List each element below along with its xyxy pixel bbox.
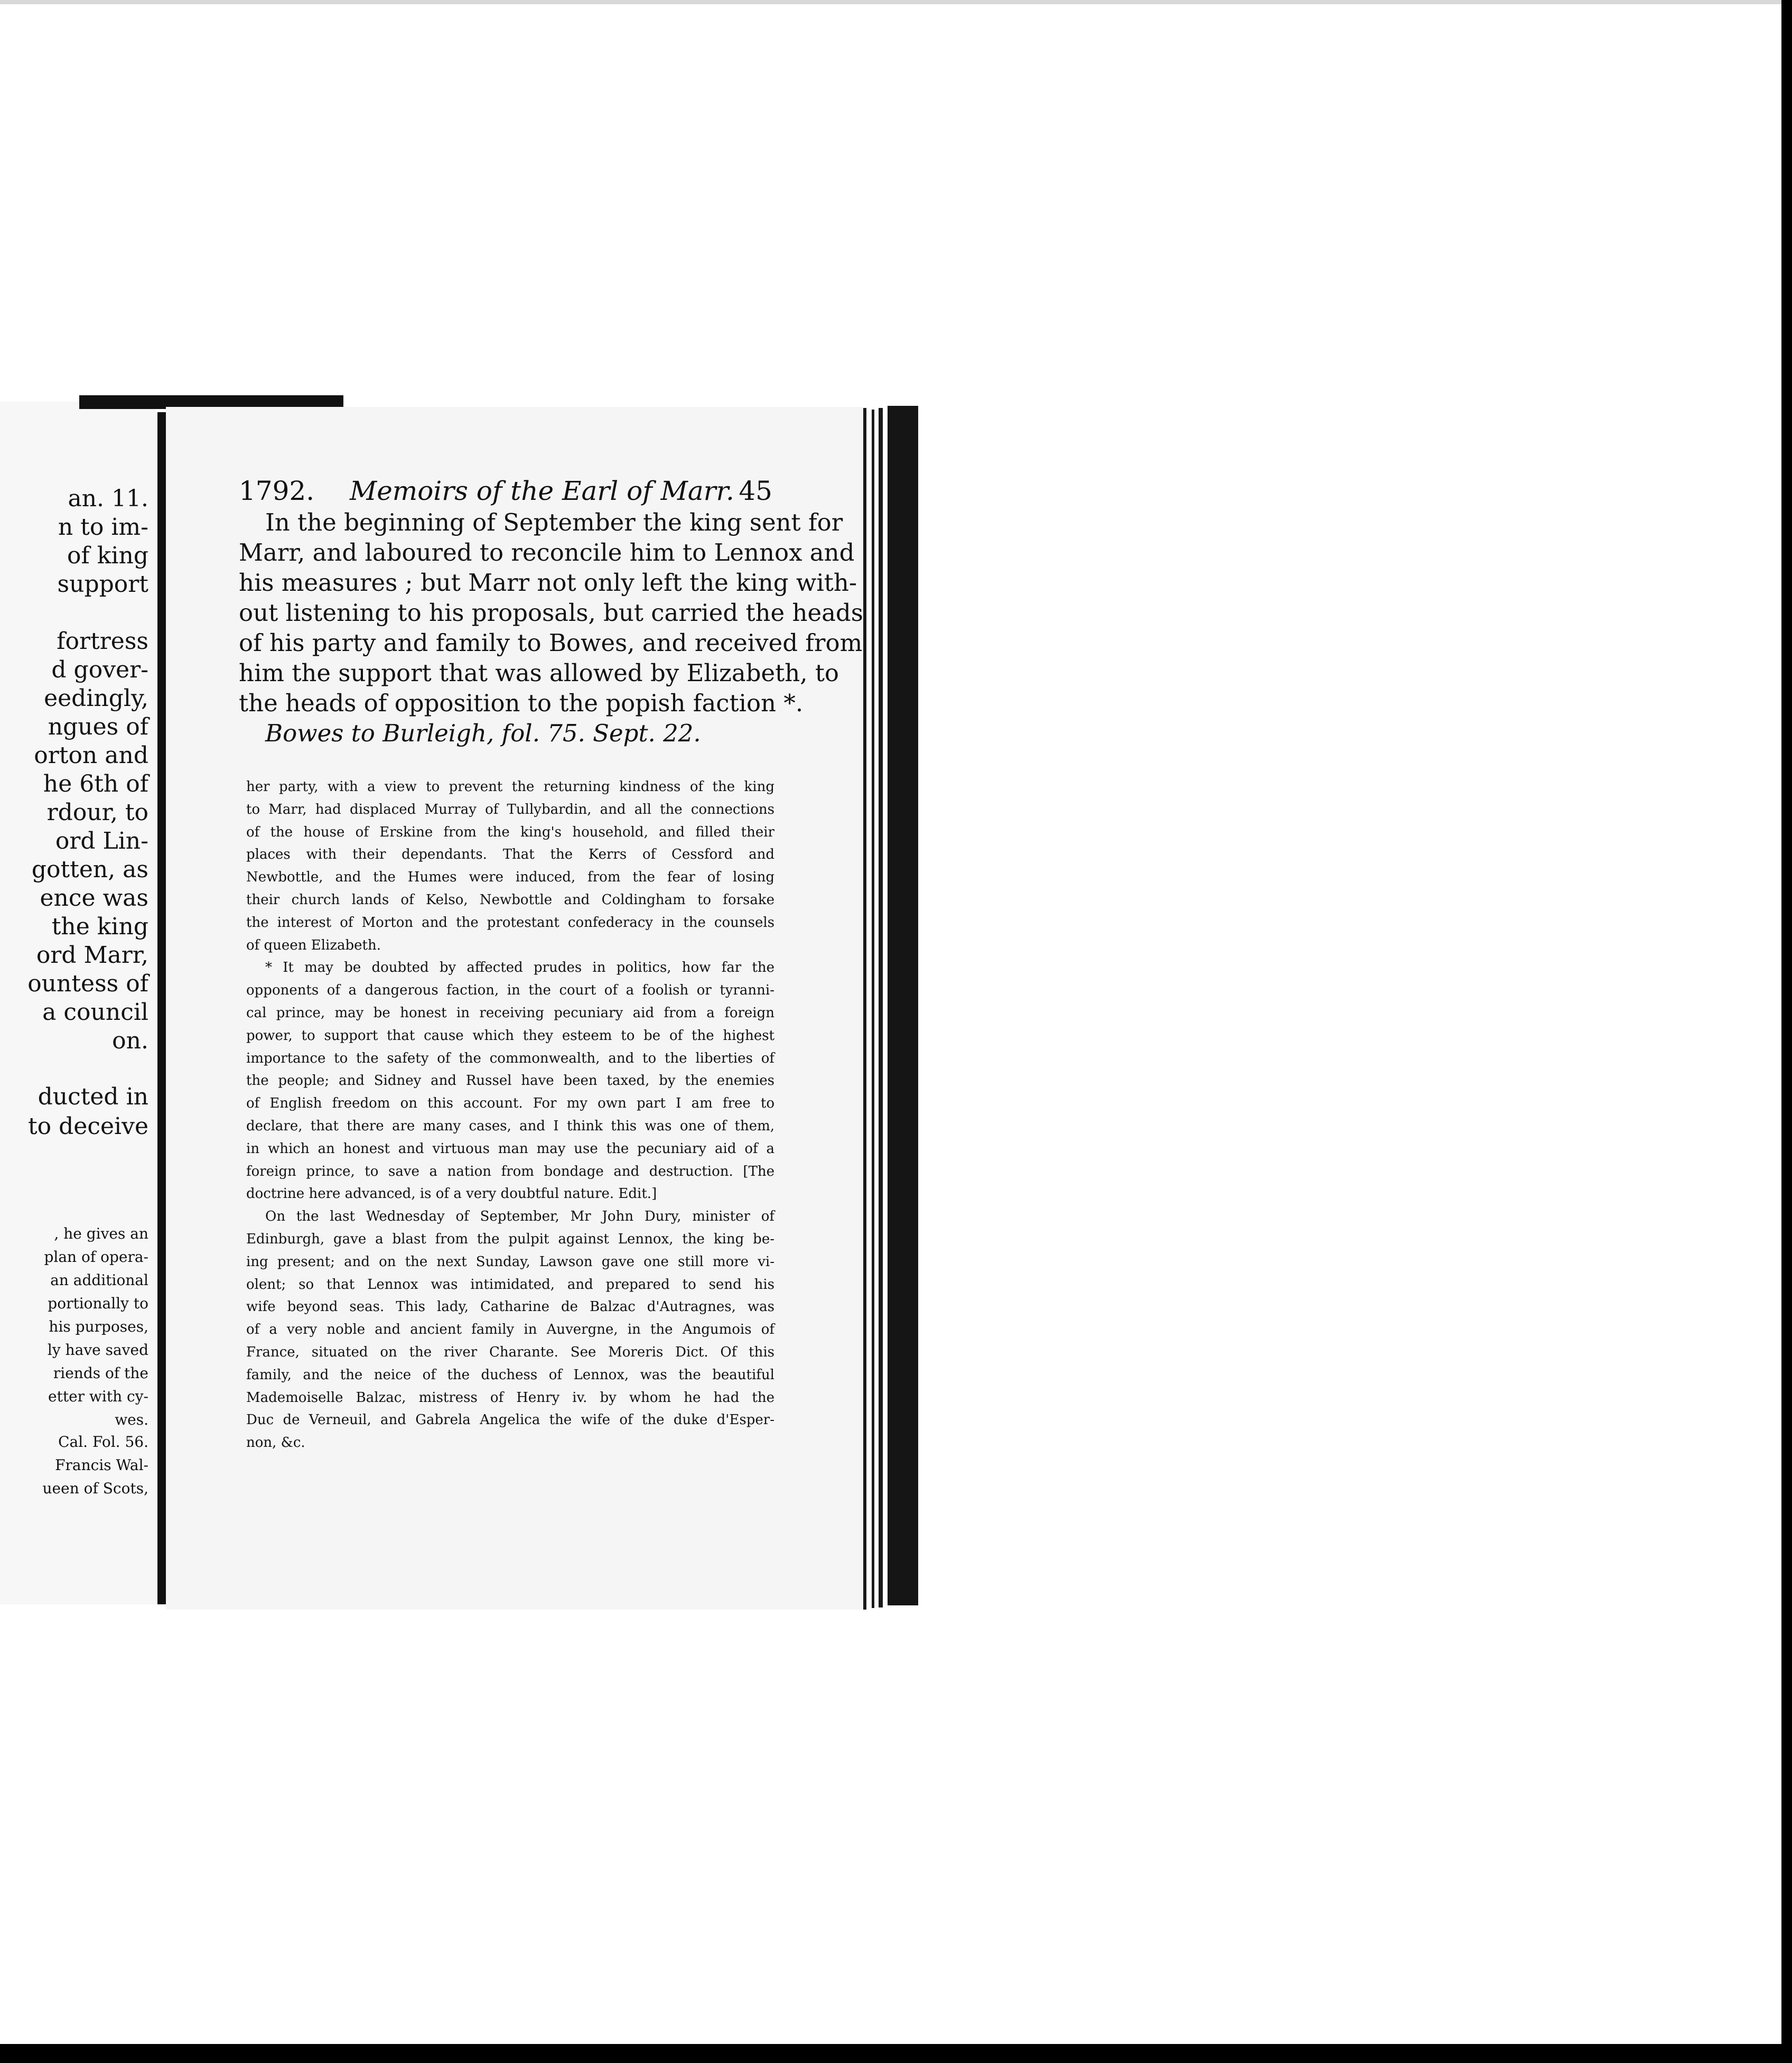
left-page-line: ountess of: [27, 970, 148, 997]
text-line: him the support that was allowed by Elizabeth, to: [239, 659, 839, 687]
left-footnote-line: plan of opera-: [44, 1248, 148, 1266]
left-page-line: on.: [112, 1027, 148, 1054]
footnotes: [246, 776, 774, 1454]
left-page-line: gotten, as: [31, 856, 148, 883]
text-line: out listening to his proposals, but carried the heads: [239, 599, 863, 627]
left-page-line: the king: [51, 913, 148, 940]
footnote-line: Duc de Verneuil, and Gabrela Angelica the wife of the duke d'Esper-: [246, 1412, 774, 1428]
footnote-line: family, and the neice of the duchess of Lennox, was the beautiful: [246, 1367, 774, 1383]
left-page: [0, 402, 156, 1604]
footnote-line: to Marr, had displaced Murray of Tullybardin, and all the connections: [246, 801, 774, 817]
left-footnote-line: his purposes,: [49, 1318, 148, 1335]
source-citation: Bowes to Burleigh, fol. 75. Sept. 22.: [265, 719, 701, 747]
footnote-line: of English freedom on this account. For my own part I am free to: [246, 1095, 774, 1112]
left-footnote-line: Cal. Fol. 56.: [58, 1433, 148, 1451]
left-page-line: orton and: [34, 742, 148, 769]
left-footnote-line: riends of the: [53, 1364, 148, 1382]
footnote-line: of a very noble and ancient family in Auvergne, in the Angumois of: [246, 1322, 774, 1338]
main-text: [239, 507, 863, 748]
left-page-line: ence was: [40, 885, 148, 912]
footnote-line: the people; and Sidney and Russel have been taxed, by the enemies: [246, 1073, 774, 1089]
left-page-line: support: [57, 571, 148, 598]
book-cover-edge: [888, 406, 918, 1605]
footnote-line: of the house of Erskine from the king's household, and filled their: [246, 824, 774, 840]
left-page-line: fortress: [57, 628, 148, 655]
footnote-line: their church lands of Kelso, Newbottle and Coldingham to forsake: [246, 891, 774, 908]
scan-bottom-edge: [0, 2044, 1792, 2063]
footnote-line: declare, that there are many cases, and I think this was one of them,: [246, 1118, 774, 1134]
footnote-line: opponents of a dangerous faction, in the court of a foolish or tyranni-: [246, 982, 774, 999]
left-page-line: he 6th of: [43, 770, 148, 797]
footnote-line: non, &c.: [246, 1435, 305, 1451]
footnote-line: olent; so that Lennox was intimidated, and prepared to send his: [246, 1276, 774, 1293]
footnote-line: foreign prince, to save a nation from bondage and destruction. [The: [246, 1163, 774, 1179]
left-page-line: ord Lin-: [55, 828, 148, 854]
left-footnote-line: an additional: [50, 1271, 148, 1289]
text-line: Marr, and laboured to reconcile him to Lennox and: [239, 538, 855, 566]
text-line: In the beginning of September the king sent for: [265, 508, 843, 536]
running-head-year: 1792.: [239, 476, 315, 506]
left-page-line: ducted in: [38, 1083, 148, 1110]
footnote-line: * It may be doubted by affected prudes in politics, how far the: [265, 960, 774, 976]
page-edge-line: [872, 410, 874, 1608]
left-page-line: ord Marr,: [36, 942, 148, 969]
footnote-line: importance to the safety of the commonwealth, and to the liberties of: [246, 1050, 774, 1066]
footnote-line: ing present; and on the next Sunday, Lawson gave one still more vi-: [246, 1253, 774, 1270]
footnote-line: Edinburgh, gave a blast from the pulpit against Lennox, the king be-: [246, 1231, 774, 1247]
left-footnote-line: portionally to: [48, 1295, 148, 1312]
page-edge-line: [863, 408, 866, 1610]
left-page-line: of king: [67, 542, 148, 569]
footnote-line: cal prince, may be honest in receiving pecuniary aid from a foreign: [246, 1005, 774, 1021]
footnote-line: the interest of Morton and the protestant confederacy in the counsels: [246, 914, 774, 931]
page-edge-line: [879, 408, 883, 1607]
footnote-line: places with their dependants. That the Kerrs of Cessford and: [246, 847, 774, 863]
footnote-line: Mademoiselle Balzac, mistress of Henry iv. by whom he had the: [246, 1389, 774, 1406]
footnote-line: France, situated on the river Charante. See Moreris Dict. Of this: [246, 1344, 774, 1360]
footnote-line: wife beyond seas. This lady, Catharine de Balzac d'Autragnes, was: [246, 1299, 774, 1315]
left-page-line: rdour, to: [46, 799, 148, 826]
text-line: of his party and family to Bowes, and received from: [239, 629, 863, 657]
footnote-line: in which an honest and virtuous man may use the pecuniary aid of a: [246, 1140, 774, 1157]
text-line: the heads of opposition to the popish faction *.: [239, 689, 804, 717]
left-footnote-line: Francis Wal-: [55, 1456, 148, 1474]
book-spine: [157, 412, 166, 1604]
left-footnote-line: etter with cy-: [48, 1388, 148, 1405]
footnote-line: her party, with a view to prevent the returning kindness of the king: [246, 779, 774, 795]
scan-right-edge: [1781, 0, 1792, 2063]
left-page-line: d gover-: [51, 656, 148, 683]
left-page-line: to deceive: [27, 1113, 148, 1140]
footnote-line: doctrine here advanced, is of a very doubtful nature. Edit.]: [246, 1186, 657, 1202]
page-number: 45: [739, 476, 772, 506]
left-page-line: eedingly,: [44, 685, 148, 712]
left-page-line: ngues of: [48, 713, 148, 740]
text-line: his measures ; but Marr not only left the king with-: [239, 569, 857, 597]
scan-top-edge: [0, 0, 1792, 4]
left-page-line: an. 11.: [68, 485, 148, 512]
left-footnote-line: ly have saved: [47, 1341, 148, 1359]
left-footnote-line: wes.: [115, 1411, 148, 1428]
left-page-line: a council: [42, 999, 148, 1026]
running-head-title: Memoirs of the Earl of Marr.: [350, 476, 734, 506]
left-footnote-line: , he gives an: [54, 1225, 148, 1242]
footnote-line: On the last Wednesday of September, Mr John Dury, minister of: [265, 1209, 774, 1225]
left-footnote-line: ueen of Scots,: [42, 1480, 148, 1497]
footnote-line: Newbottle, and the Humes were induced, from the fear of losing: [246, 869, 774, 886]
footnote-line: power, to support that cause which they esteem to be of the highest: [246, 1027, 774, 1044]
footnote-line: of queen Elizabeth.: [246, 937, 381, 953]
left-page-line: n to im-: [58, 514, 148, 541]
